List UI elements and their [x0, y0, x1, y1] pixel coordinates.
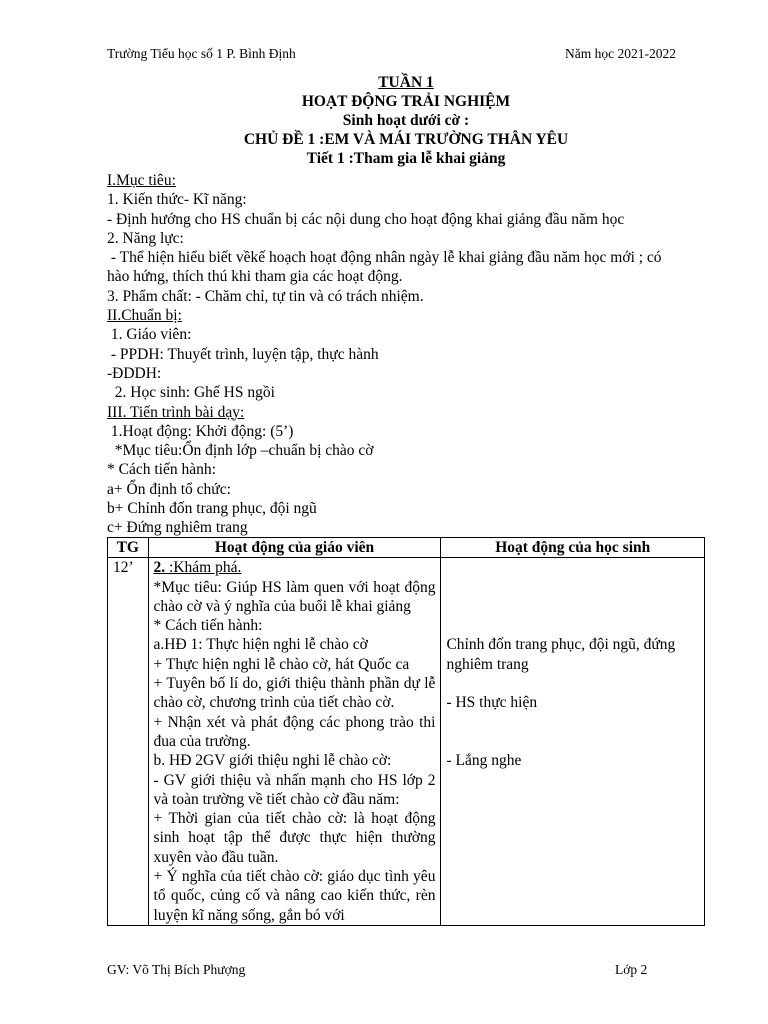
- header-teacher: Hoạt động của giáo viên: [148, 538, 441, 558]
- teacher-line: * Cách tiến hành:: [153, 617, 263, 635]
- student-cell: [441, 558, 705, 926]
- body-line: c+ Đứng nghiêm trang: [107, 519, 248, 537]
- teacher-line: + Ý nghĩa của tiết chào cờ: giáo dục tình yêu tổ quốc, củng cố và nâng cao kiến thức, rèn luyện kĩ năng sống, gắn bó với: [153, 868, 436, 924]
- body-line: 2. Học sinh: Ghế HS ngồi: [107, 384, 275, 402]
- header-student: Hoạt động của học sinh: [441, 538, 705, 558]
- body-line: hào hứng, thích thú khi tham gia các hoạt động.: [107, 268, 403, 286]
- section-preparation-heading: II.Chuẩn bị:: [107, 307, 182, 325]
- teacher-heading-text: :Khám phá.: [165, 559, 242, 577]
- body-line: - Định hướng cho HS chuẩn bị các nội dung cho hoạt động khai giảng đầu năm học: [107, 210, 625, 228]
- teacher-line: + Tuyên bố lí do, giới thiệu thành phần dự lễ chào cờ, chương trình của tiết chào cờ.: [153, 675, 436, 712]
- teacher-line: a.HĐ 1: Thực hiện nghi lễ chào cờ: [153, 636, 368, 654]
- body-line: 3. Phẩm chất: - Chăm chỉ, tự tin và có trách nhiệm.: [107, 287, 424, 305]
- teacher-heading-number: 2.: [153, 559, 166, 577]
- body-line: *Mục tiêu:Ổn định lớp –chuẩn bị chào cờ: [107, 442, 374, 460]
- student-line: Chỉnh đốn trang phục, đội ngũ, đứng nghiêm trang: [446, 636, 676, 673]
- school-year: Năm học 2021-2022: [565, 46, 676, 61]
- teacher-line: + Nhận xét và phát động các phong trào thi đua của trường.: [153, 713, 436, 750]
- table-row: [108, 558, 705, 926]
- title-block: [107, 73, 705, 168]
- lesson-title: Tiết 1 :Tham gia lễ khai giảng: [306, 150, 506, 167]
- section-process-heading: III. Tiến trình bài dạy:: [107, 403, 245, 421]
- week-title: TUẦN 1: [378, 74, 434, 91]
- teacher-line: b. HĐ 2GV giới thiệu nghi lễ chào cờ:: [153, 752, 392, 770]
- teacher-line: - GV giới thiệu và nhấn mạnh cho HS lớp 2 và toàn trường về tiết chào cờ đầu năm:: [153, 771, 436, 808]
- body-line: 2. Năng lực:: [107, 229, 184, 247]
- body-line: - PPDH: Thuyết trình, luyện tập, thực hành: [107, 345, 379, 363]
- activity-table: [107, 537, 705, 926]
- school-name: Trường Tiểu học số 1 P. Bình Định: [107, 46, 296, 61]
- teacher-line: *Mục tiêu: Giúp HS làm quen với hoạt động chào cờ và ý nghĩa của buổi lễ khai giảng: [153, 578, 436, 615]
- body-line: -ĐDDH:: [107, 364, 162, 382]
- activity-title: Sinh hoạt dưới cờ :: [342, 112, 470, 129]
- class-name: Lớp 2: [615, 962, 648, 977]
- body-line: 1. Giáo viên:: [107, 326, 192, 344]
- time-cell: 12’: [108, 558, 149, 926]
- teacher-name: GV: Võ Thị Bích Phượng: [107, 962, 246, 977]
- body-line: 1. Kiến thức- Kĩ năng:: [107, 191, 247, 209]
- subject-title: HOẠT ĐỘNG TRẢI NGHIỆM: [301, 93, 511, 110]
- student-line: - Lắng nghe: [446, 752, 522, 770]
- body-line: a+ Ổn định tổ chức:: [107, 480, 231, 498]
- body-line: b+ Chỉnh đốn trang phục, đội ngũ: [107, 500, 317, 518]
- teacher-heading: [154, 558, 436, 577]
- teacher-line: + Thực hiện nghi lễ chào cờ, hát Quốc ca: [153, 655, 410, 673]
- table-header-row: [108, 538, 705, 558]
- student-line: - HS thực hiện: [446, 694, 538, 712]
- body-line: * Cách tiến hành:: [107, 461, 216, 479]
- lesson-body: [107, 171, 705, 538]
- header-time: TG: [108, 538, 149, 558]
- teacher-cell: [148, 558, 441, 926]
- body-line: 1.Hoạt động: Khởi động: (5’): [107, 422, 294, 440]
- section-objectives-heading: I.Mục tiêu:: [107, 172, 176, 189]
- topic-title: CHỦ ĐỀ 1 :EM VÀ MÁI TRƯỜNG THÂN YÊU: [243, 131, 569, 148]
- teacher-line: + Thời gian của tiết chào cờ: là hoạt động sinh hoạt tập thể được thực hiện thường xuyên vào đầu tuần.: [153, 810, 436, 866]
- body-line: - Thể hiện hiểu biết vềkế hoạch hoạt động nhân ngày lễ khai giảng đầu năm học mới ; có: [107, 249, 662, 267]
